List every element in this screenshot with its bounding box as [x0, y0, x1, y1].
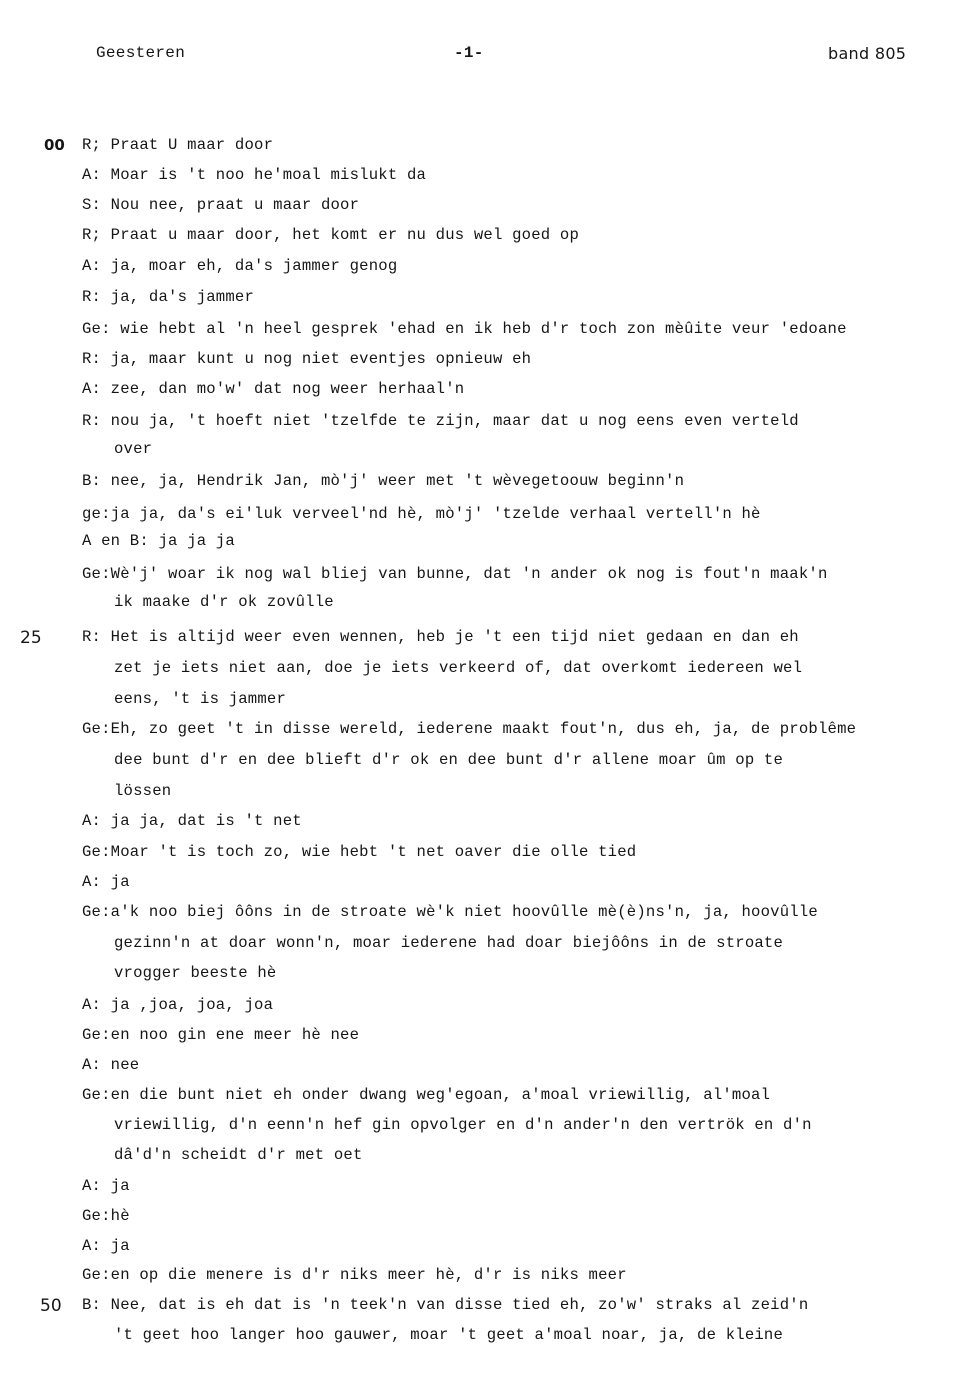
transcript-line: R: Het is altijd weer even wennen, heb je 't een tijd niet gedaan en dan eh — [82, 628, 799, 646]
transcript-line: vriewillig, d'n eenn'n hef gin opvolger en d'n ander'n den vertrök en d'n — [114, 1116, 812, 1134]
transcript-line: S: Nou nee, praat u maar door — [82, 196, 360, 214]
counter-marker-start: 00 — [44, 136, 65, 154]
transcript-line: gezinn'n at doar wonn'n, moar iederene had doar biejôôns in de stroate — [114, 934, 784, 952]
transcript-line: eens, 't is jammer — [114, 690, 287, 708]
transcript-line: Ge:a'k noo biej ôôns in de stroate wè'k niet hoovûlle mè(è)ns'n, ja, hoovûlle — [82, 903, 818, 921]
transcript-line: dee bunt d'r en dee blieft d'r ok en dee bunt d'r allene moar ûm op te — [114, 751, 784, 769]
counter-marker-50: 50 — [40, 1296, 62, 1316]
counter-marker-25: 25 — [20, 628, 42, 648]
transcript-line: Ge:hè — [82, 1207, 130, 1225]
transcript-line: lössen — [114, 782, 172, 800]
transcript-line: A: zee, dan mo'w' dat nog weer herhaal'n — [82, 380, 465, 398]
transcript-line: A: Moar is 't noo he'moal mislukt da — [82, 166, 427, 184]
transcript-line: Ge:en noo gin ene meer hè nee — [82, 1026, 360, 1044]
transcript-line: ik maake d'r ok zovûlle — [114, 593, 334, 611]
transcript-line: A: ja ja, dat is 't net — [82, 812, 302, 830]
transcript-line: 't geet hoo langer hoo gauwer, moar 't geet a'moal noar, ja, de kleine — [114, 1326, 784, 1344]
transcript-line: Ge:Eh, zo geet 't in disse wereld, iederene maakt fout'n, dus eh, ja, de problême — [82, 720, 857, 738]
tape-number: band 805 — [828, 44, 907, 63]
page-number: -1- — [454, 44, 484, 62]
transcript-line: dâ'd'n scheidt d'r met oet — [114, 1146, 363, 1164]
transcript-line: over — [114, 440, 153, 458]
transcript-line: A en B: ja ja ja — [82, 532, 235, 550]
transcript-line: B: Nee, dat is eh dat is 'n teek'n van disse tied eh, zo'w' straks al zeid'n — [82, 1296, 809, 1314]
transcript-line: Ge:en op die menere is d'r niks meer hè, d'r is niks meer — [82, 1266, 627, 1284]
transcript-line: A: ja — [82, 1237, 130, 1255]
transcript-line: B: nee, ja, Hendrik Jan, mò'j' weer met 't wèvegetoouw beginn'n — [82, 472, 685, 490]
transcript-line: A: ja — [82, 1177, 130, 1195]
transcript-line: vrogger beeste hè — [114, 964, 277, 982]
transcript-line: Ge:en die bunt niet eh onder dwang weg'egoan, a'moal vriewillig, al'moal — [82, 1086, 771, 1104]
transcript-line: A: nee — [82, 1056, 140, 1074]
transcript-line: Ge: wie hebt al 'n heel gesprek 'ehad en ik heb d'r toch zon mèûite veur 'edoane — [82, 320, 847, 338]
transcript-line: A: ja — [82, 873, 130, 891]
transcript-line: zet je iets niet aan, doe je iets verkeerd of, dat overkomt iedereen wel — [114, 659, 803, 677]
transcript-line: Ge:Wè'j' woar ik nog wal bliej van bunne, dat 'n ander ok nog is fout'n maak'n — [82, 565, 828, 583]
transcript-line: R; Praat U maar door — [82, 136, 274, 154]
header-place: Geesteren — [96, 44, 186, 62]
transcript-line: ge:ja ja, da's ei'luk verveel'nd hè, mò'j' 'tzelde verhaal vertell'n hè — [82, 505, 761, 523]
transcript-line: A: ja ,joa, joa, joa — [82, 996, 274, 1014]
transcript-line: R; Praat u maar door, het komt er nu dus wel goed op — [82, 226, 580, 244]
transcript-line: Ge:Moar 't is toch zo, wie hebt 't net oaver die olle tied — [82, 843, 637, 861]
transcript-line: A: ja, moar eh, da's jammer genog — [82, 257, 398, 275]
transcript-line: R: nou ja, 't hoeft niet 'tzelfde te zijn, maar dat u nog eens even verteld — [82, 412, 799, 430]
transcript-line: R: ja, maar kunt u nog niet eventjes opnieuw eh — [82, 350, 532, 368]
transcript-line: R: ja, da's jammer — [82, 288, 255, 306]
